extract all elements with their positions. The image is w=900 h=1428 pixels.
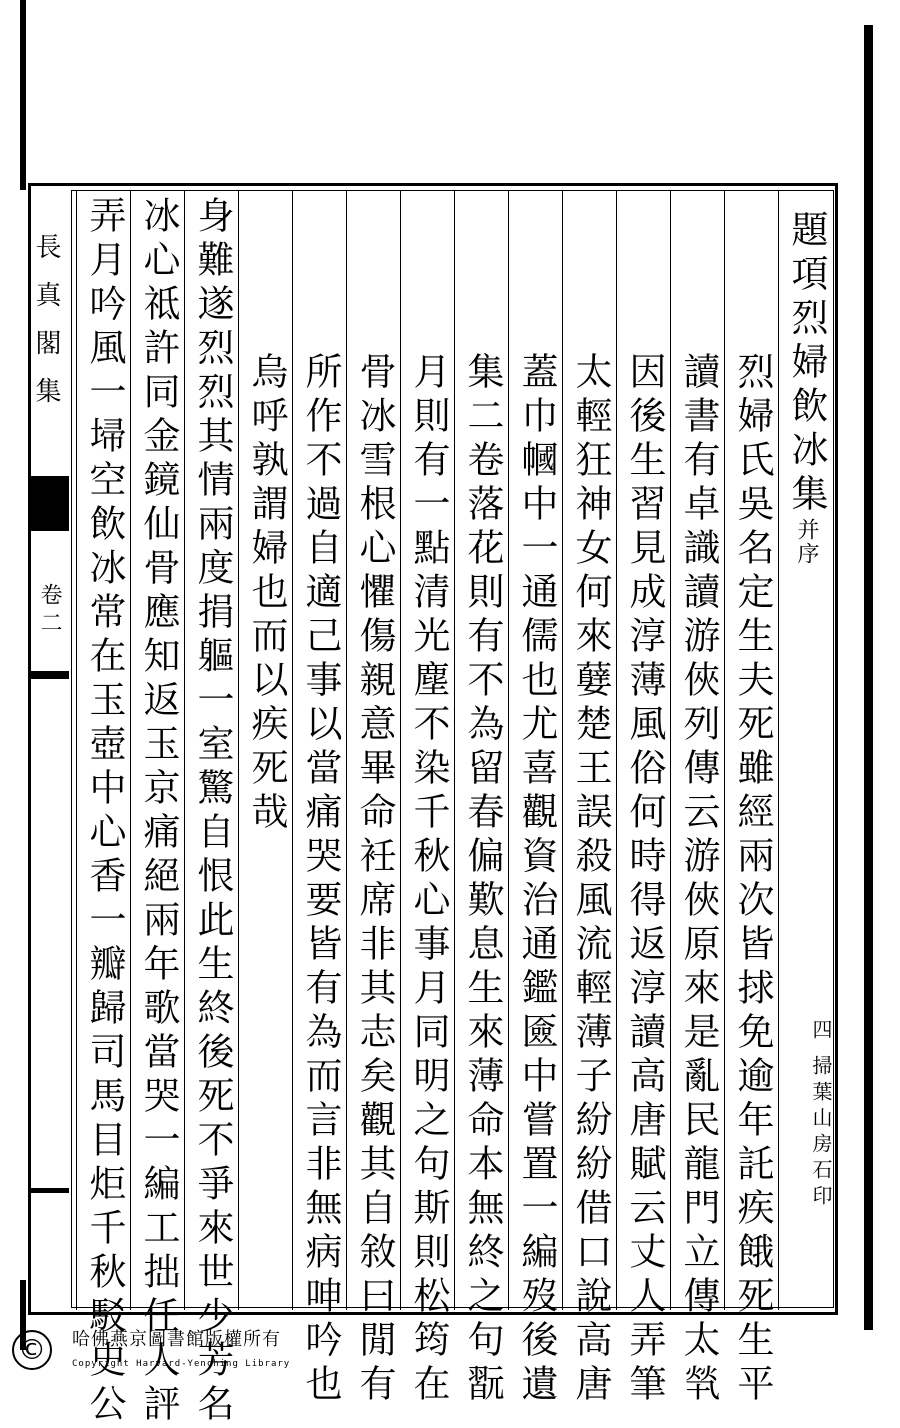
preface-line: 烈婦氏吳名定生夫死雖經兩次皆捄免逾年託疾餓死生平 [731,352,774,1408]
poem-title: 題項烈婦飲冰集 [785,210,828,518]
title-note: 并序 [794,518,819,566]
copyright-symbol: © [12,1330,52,1370]
copyright-holder-english: Copyright Harvard-Yenching Library [72,1359,291,1369]
text-column-8 [400,190,454,1408]
page-edge-left-top [20,0,26,190]
text-column-3 [670,190,724,1408]
text-column-9 [346,190,400,1408]
poem-line: 弄月吟風一埽空飲冰常在玉壺中心香一瓣歸司馬目炬千秋駁史公 [83,196,126,1428]
poem-line: 冰心祗許同金鏡仙骨應知返玉京痛絕兩年歌當哭一編工拙任人評 [137,196,180,1428]
poem-line: 身難遂烈烈其情兩度捐軀一室驚自恨此生終後死不爭來世少芳名 [191,196,234,1428]
text-column-13 [130,190,184,1428]
text-column-4 [616,190,670,1408]
preface-line: 蓋巾幗中一通儒也尤喜觀資治通鑑匳中嘗置一編歿後遺 [515,352,558,1408]
text-column-6 [508,190,562,1408]
text-column-14 [76,190,130,1428]
page-edge-right [864,25,873,1330]
preface-line: 月則有一點清光塵不染千秋心事月同明之句斯則松筠在 [407,352,450,1408]
preface-line: 太輕狂神女何來㜸楚王誤殺風流輕薄子紛紛借口說高唐 [569,352,612,1408]
book-title: 長真閣集 [31,233,61,425]
page-number: 四 [809,1019,833,1039]
text-column-12 [184,190,238,1428]
preface-line: 集二卷落花則有不為留春偏歎息生來薄命本無終之句翫 [461,352,504,1408]
copyright-notice [12,1325,312,1385]
strip-divider [31,671,69,679]
text-column-5 [562,190,616,1408]
strip-divider-lower [31,1188,69,1193]
preface-line: 骨冰雪根心懼傷親意畢命衽席非其志矣觀其自敘曰閒有 [353,352,396,1408]
text-column-10 [292,190,346,1408]
text-column-11 [238,190,292,1310]
preface-line: 因後生習見成淳薄風俗何時得返淳讀高唐賦云丈人弄筆 [623,352,666,1408]
copyright-holder-chinese: 哈佛燕京圖書館版權所有 [72,1329,281,1350]
fish-tail-mark [31,476,69,531]
volume-label: 卷二 [37,583,62,639]
margin-strip [31,186,69,1312]
text-column-7 [454,190,508,1408]
printer-name: 掃葉山房石印 [809,1055,833,1211]
preface-line: 讀書有卓識讀游俠列傳云游俠原來是亂民龍門立傳太㷀 [677,352,720,1408]
preface-closing: 烏呼孰謂婦也而以疾死哉 [245,352,288,836]
preface-line: 所作不過自適己事以當痛哭要皆有為而言非無病呻吟也 [299,352,342,1408]
text-column-2 [724,190,778,1408]
